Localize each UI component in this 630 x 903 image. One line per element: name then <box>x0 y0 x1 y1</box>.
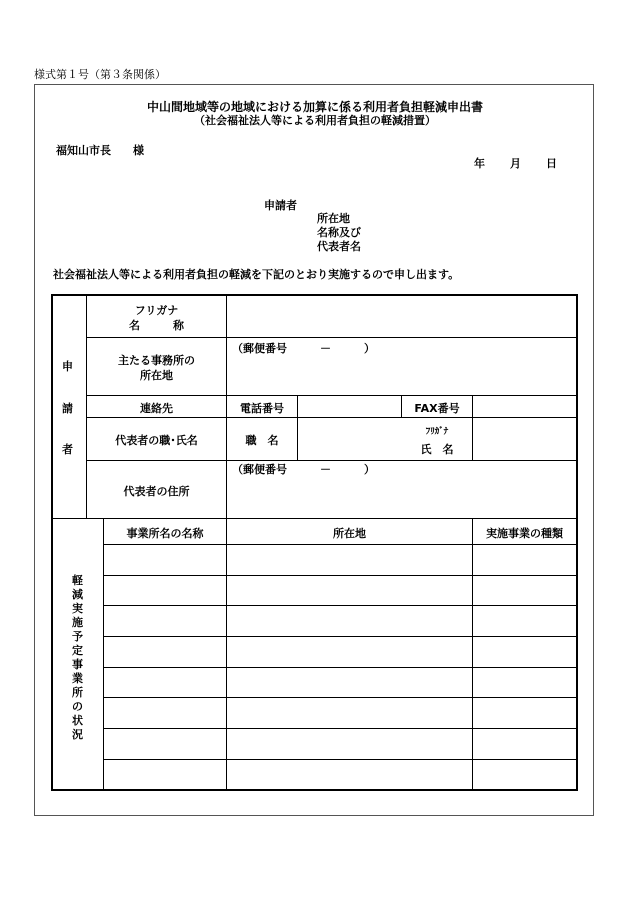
facility-name-cell[interactable] <box>104 729 225 758</box>
facility-service-cell[interactable] <box>473 606 575 635</box>
phone-field[interactable] <box>299 397 400 416</box>
facility-side-char-11: 状 <box>72 714 83 727</box>
facility-name-cell[interactable] <box>104 698 225 727</box>
date-year-label: 年 <box>474 157 485 170</box>
postal-code-label-2: （郵便番号 － ） <box>232 463 375 476</box>
facility-service-cell[interactable] <box>473 698 575 727</box>
facility-name-cell[interactable] <box>104 760 225 788</box>
postal-code-label: （郵便番号 － ） <box>232 342 375 355</box>
facility-side-char-10: の <box>72 700 83 713</box>
facility-service-cell[interactable] <box>473 760 575 788</box>
facility-side-char-1: 軽 <box>72 574 83 587</box>
representative-address-field[interactable] <box>228 461 575 517</box>
facility-side-char-9: 所 <box>72 686 83 699</box>
facility-location-cell[interactable] <box>227 760 471 788</box>
facility-service-cell[interactable] <box>473 545 575 574</box>
facility-location-cell[interactable] <box>227 545 471 574</box>
fax-field[interactable] <box>474 397 575 416</box>
office-address-label-2: 所在地 <box>140 369 173 382</box>
col-service-type: 実施事業の種類 <box>486 527 563 540</box>
applicant-name-label-2: 代表者名 <box>317 240 361 253</box>
position-label: 職 名 <box>245 434 279 447</box>
date-day-label: 日 <box>546 157 557 170</box>
facility-name-cell[interactable] <box>104 637 225 666</box>
applicant-side-char-1: 申 <box>62 360 73 373</box>
facility-name-cell[interactable] <box>104 668 225 696</box>
facility-service-cell[interactable] <box>473 637 575 666</box>
facility-location-cell[interactable] <box>227 576 471 604</box>
facility-location-cell[interactable] <box>227 729 471 758</box>
applicant-label: 申請者 <box>264 199 297 212</box>
statement-text: 社会福祉法人等による利用者負担の軽減を下記のとおり実施するので申し出ます。 <box>53 268 460 281</box>
facility-side-char-8: 業 <box>72 672 83 685</box>
applicant-address-label: 所在地 <box>317 212 350 225</box>
facility-location-cell[interactable] <box>227 637 471 666</box>
col-facility-name: 事業所名の名称 <box>126 527 204 540</box>
representative-address-label: 代表者の住所 <box>123 485 190 498</box>
form-number: 様式第１号（第３条関係） <box>34 68 166 81</box>
fax-label: FAX番号 <box>414 402 460 415</box>
phone-label: 電話番号 <box>240 402 284 415</box>
furigana-small-label: ﾌﾘｶﾞﾅ <box>425 427 449 437</box>
facility-name-cell[interactable] <box>104 576 225 604</box>
facility-location-cell[interactable] <box>227 698 471 727</box>
office-address-label-1: 主たる事務所の <box>118 354 195 367</box>
col-location: 所在地 <box>333 527 366 540</box>
person-name-label: 氏 名 <box>420 443 454 456</box>
representative-name-field[interactable] <box>474 419 575 459</box>
date-month-label: 月 <box>510 157 521 170</box>
furigana-label: フリガナ <box>134 304 179 317</box>
addressee: 福知山市長 様 <box>56 144 144 157</box>
facility-location-cell[interactable] <box>227 606 471 635</box>
facility-side-char-12: 況 <box>72 728 83 741</box>
facility-service-cell[interactable] <box>473 668 575 696</box>
facility-side-char-5: 予 <box>72 630 83 643</box>
applicant-side-char-2: 請 <box>62 402 73 415</box>
office-address-field[interactable] <box>228 338 575 394</box>
facility-service-cell[interactable] <box>473 576 575 604</box>
representative-title-name-label: 代表者の職･氏名 <box>115 434 198 447</box>
organization-name-field[interactable] <box>228 297 575 336</box>
form-title: 中山間地域等の地域における加算に係る利用者負担軽減申出書 <box>146 100 483 114</box>
applicant-side-char-3: 者 <box>62 443 73 456</box>
facility-side-char-4: 施 <box>72 616 83 629</box>
name-label: 名 称 <box>129 319 184 332</box>
facility-side-char-2: 減 <box>72 588 83 601</box>
facility-side-char-7: 事 <box>72 658 83 671</box>
facility-name-cell[interactable] <box>104 606 225 635</box>
facility-name-cell[interactable] <box>104 545 225 574</box>
contact-label: 連絡先 <box>140 402 173 415</box>
facility-location-cell[interactable] <box>227 668 471 696</box>
form-subtitle: （社会福祉法人等による利用者負担の軽減措置） <box>194 114 436 127</box>
facility-side-char-6: 定 <box>72 644 83 657</box>
facility-service-cell[interactable] <box>473 729 575 758</box>
facility-side-char-3: 実 <box>72 602 83 615</box>
applicant-name-label-1: 名称及び <box>317 226 361 239</box>
